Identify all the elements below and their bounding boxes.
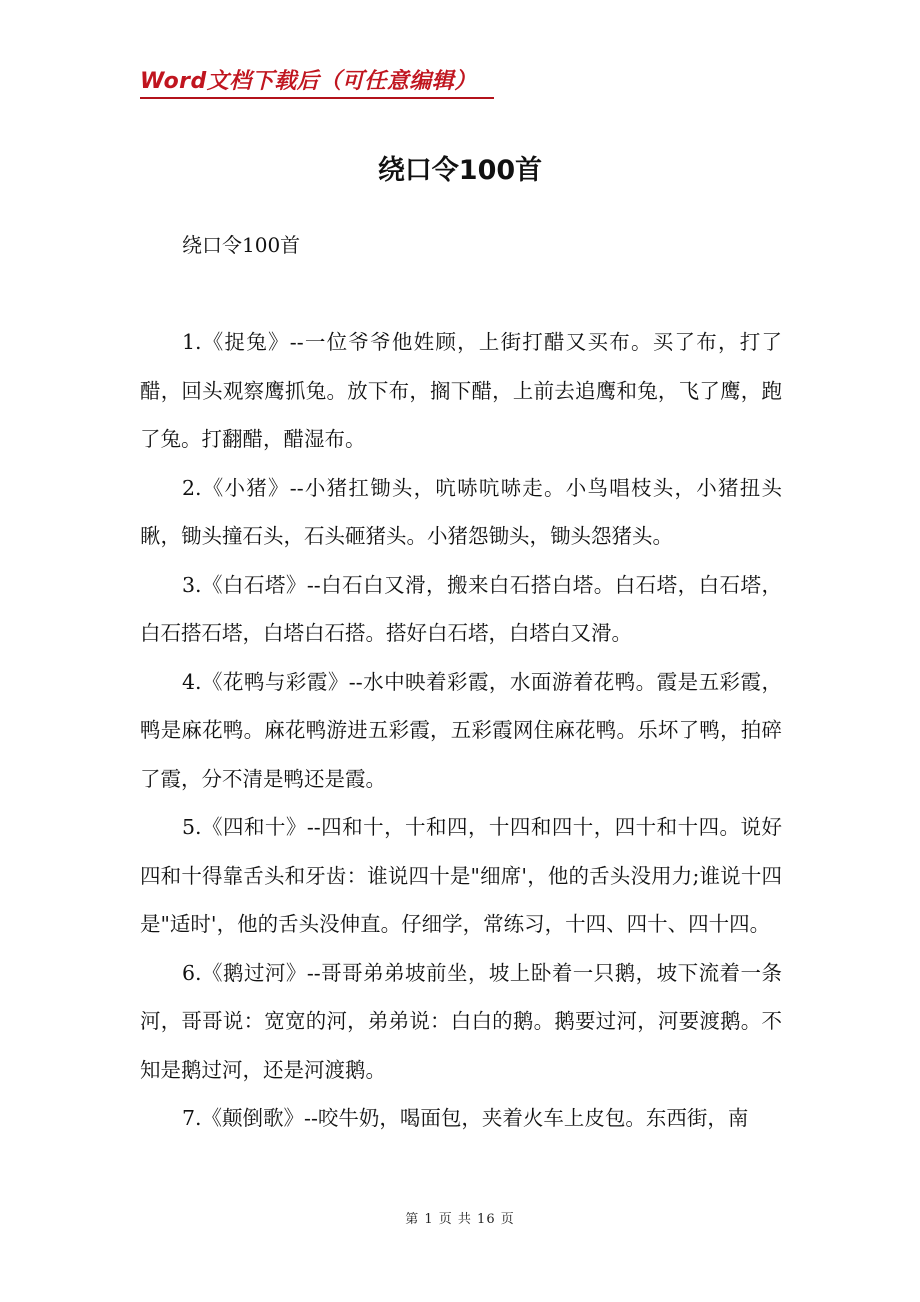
document-subtitle: 绕口令100首 (182, 233, 301, 257)
paragraph-7: 7.《颠倒歌》--咬牛奶，喝面包，夹着火车上皮包。东西街，南 (182, 1106, 749, 1130)
banner-text: Word文档下载后（可任意编辑） (140, 69, 477, 94)
paragraph-5: 5.《四和十》--四和十，十和四，十四和四十，四十和十四。说好四和十得靠舌头和牙齿：谁说四十是"细席'，他的舌头没用力;谁说十四是"适时'，他的舌头没伸直。仔细学，常练习，十四、四十、四十四。 (140, 815, 782, 936)
paragraph-6: 6.《鹅过河》--哥哥弟弟坡前坐，坡上卧着一只鹅，坡下流着一条河，哥哥说：宽宽的河，弟弟说：白白的鹅。鹅要过河，河要渡鹅。不知是鹅过河，还是河渡鹅。 (140, 960, 782, 1082)
document-body (140, 318, 782, 1143)
document-title: 绕口令100首 (377, 155, 543, 186)
paragraph-3: 3.《白石塔》--白石白又滑，搬来白石搭白塔。白石塔，白石塔，白石搭石塔，白塔白石搭。搭好白石塔，白塔白又滑。 (140, 572, 782, 645)
paragraph-2: 2.《小猪》--小猪扛锄头，吭哧吭哧走。小鸟唱枝头，小猪扭头瞅，锄头撞石头，石头砸猪头。小猪怨锄头，锄头怨猪头。 (140, 475, 782, 548)
download-banner (140, 64, 494, 99)
page-footer: 第 1 页 共 16 页 (405, 1212, 515, 1227)
paragraph-1: 1.《捉兔》--一位爷爷他姓顾，上街打醋又买布。买了布，打了醋，回头观察鹰抓兔。放下布，搁下醋，上前去追鹰和兔，飞了鹰，跑了兔。打翻醋，醋湿布。 (140, 330, 782, 451)
paragraph-4: 4.《花鸭与彩霞》--水中映着彩霞，水面游着花鸭。霞是五彩霞，鸭是麻花鸭。麻花鸭游进五彩霞，五彩霞网住麻花鸭。乐坏了鸭，拍碎了霞，分不清是鸭还是霞。 (140, 669, 782, 791)
